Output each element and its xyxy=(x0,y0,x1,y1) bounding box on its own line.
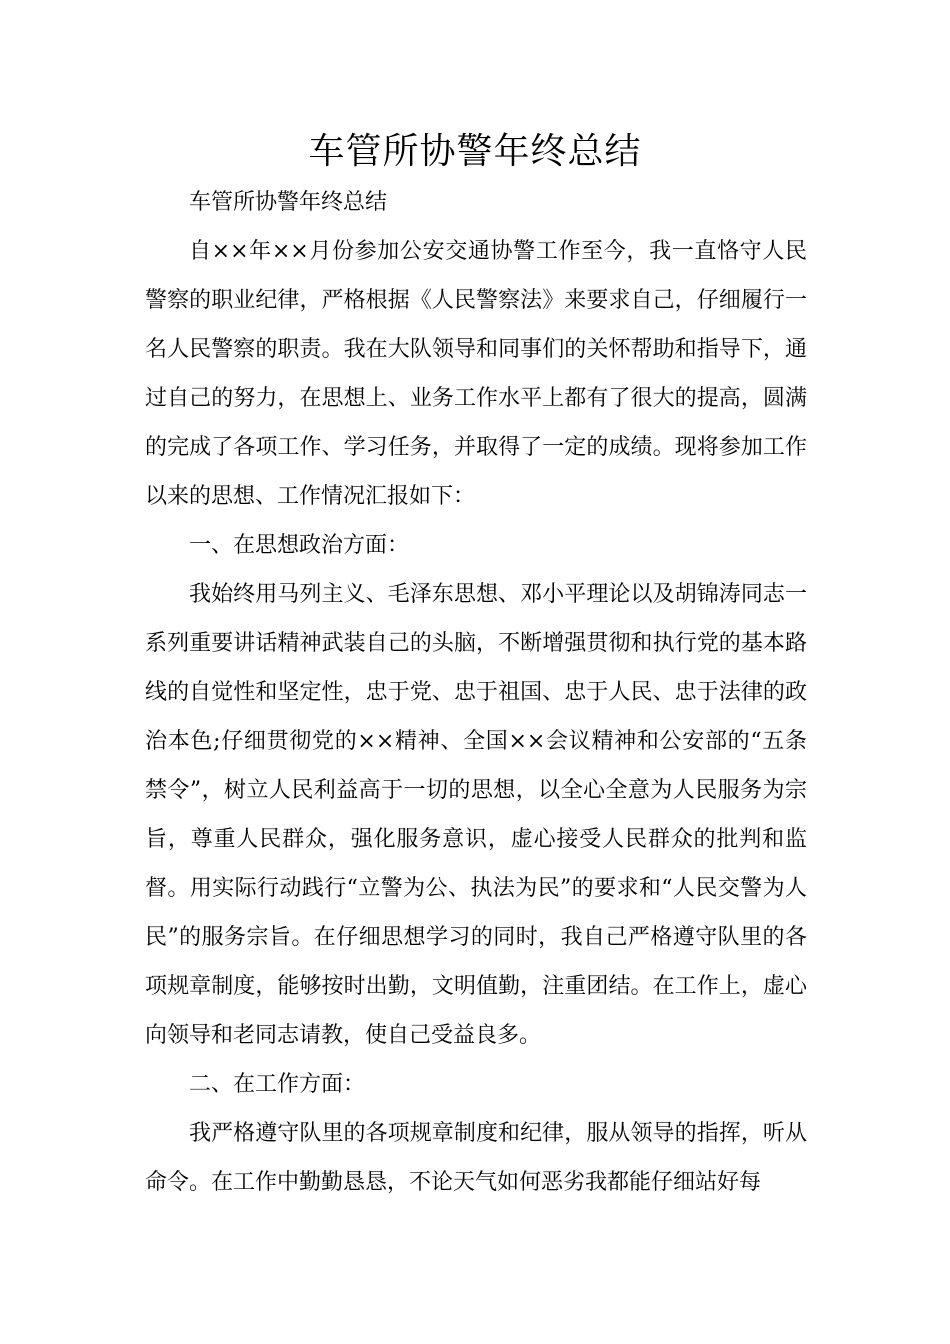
work-paragraph: 我严格遵守队里的各项规章制度和纪律，服从领导的指挥，听从命令。在工作中勤勤恳恳，不论天气如何恶劣我都能仔细站好每 xyxy=(145,1121,807,1195)
intro-paragraph: 自××年××月份参加公安交通协警工作至今，我一直恪守人民警察的职业纪律，严格根据《人民警察法》来要求自己，仔细履行一名人民警察的职责。我在大队领导和同事们的关怀帮助和指导下，通过自己的努力，在思想上、业务工作水平上都有了很大的提高，圆满的完成了各项工作、学习任务，并取得了一定的成绩。现将参加工作以来的思想、工作情况汇报如下： xyxy=(145,239,807,509)
subtitle-paragraph: 车管所协警年终总结 xyxy=(189,190,388,215)
document-body xyxy=(145,178,807,1207)
political-paragraph: 我始终用马列主义、毛泽东思想、邓小平理论以及胡锦涛同志一系列重要讲话精神武装自己的头脑，不断增强贯彻和执行党的基本路线的自觉性和坚定性，忠于党、忠于祖国、忠于人民、忠于法律的政治本色;仔细贯彻党的××精神、全国××会议精神和公安部的“五条禁令”，树立人民利益高于一切的思想，以全心全意为人民服务为宗旨，尊重人民群众，强化服务意识，虚心接受人民群众的批判和监督。用实际行动践行“立警为公、执法为民”的要求和“人民交警为人民”的服务宗旨。在仔细思想学习的同时，我自己严格遵守队里的各项规章制度，能够按时出勤，文明值勤，注重团结。在工作上，虚心向领导和老同志请教，使自己受益良多。 xyxy=(145,582,807,1048)
section-heading-political: 一、在思想政治方面： xyxy=(189,533,410,558)
document-title: 车管所协警年终总结 xyxy=(308,131,642,172)
section-heading-work: 二、在工作方面： xyxy=(189,1072,366,1097)
